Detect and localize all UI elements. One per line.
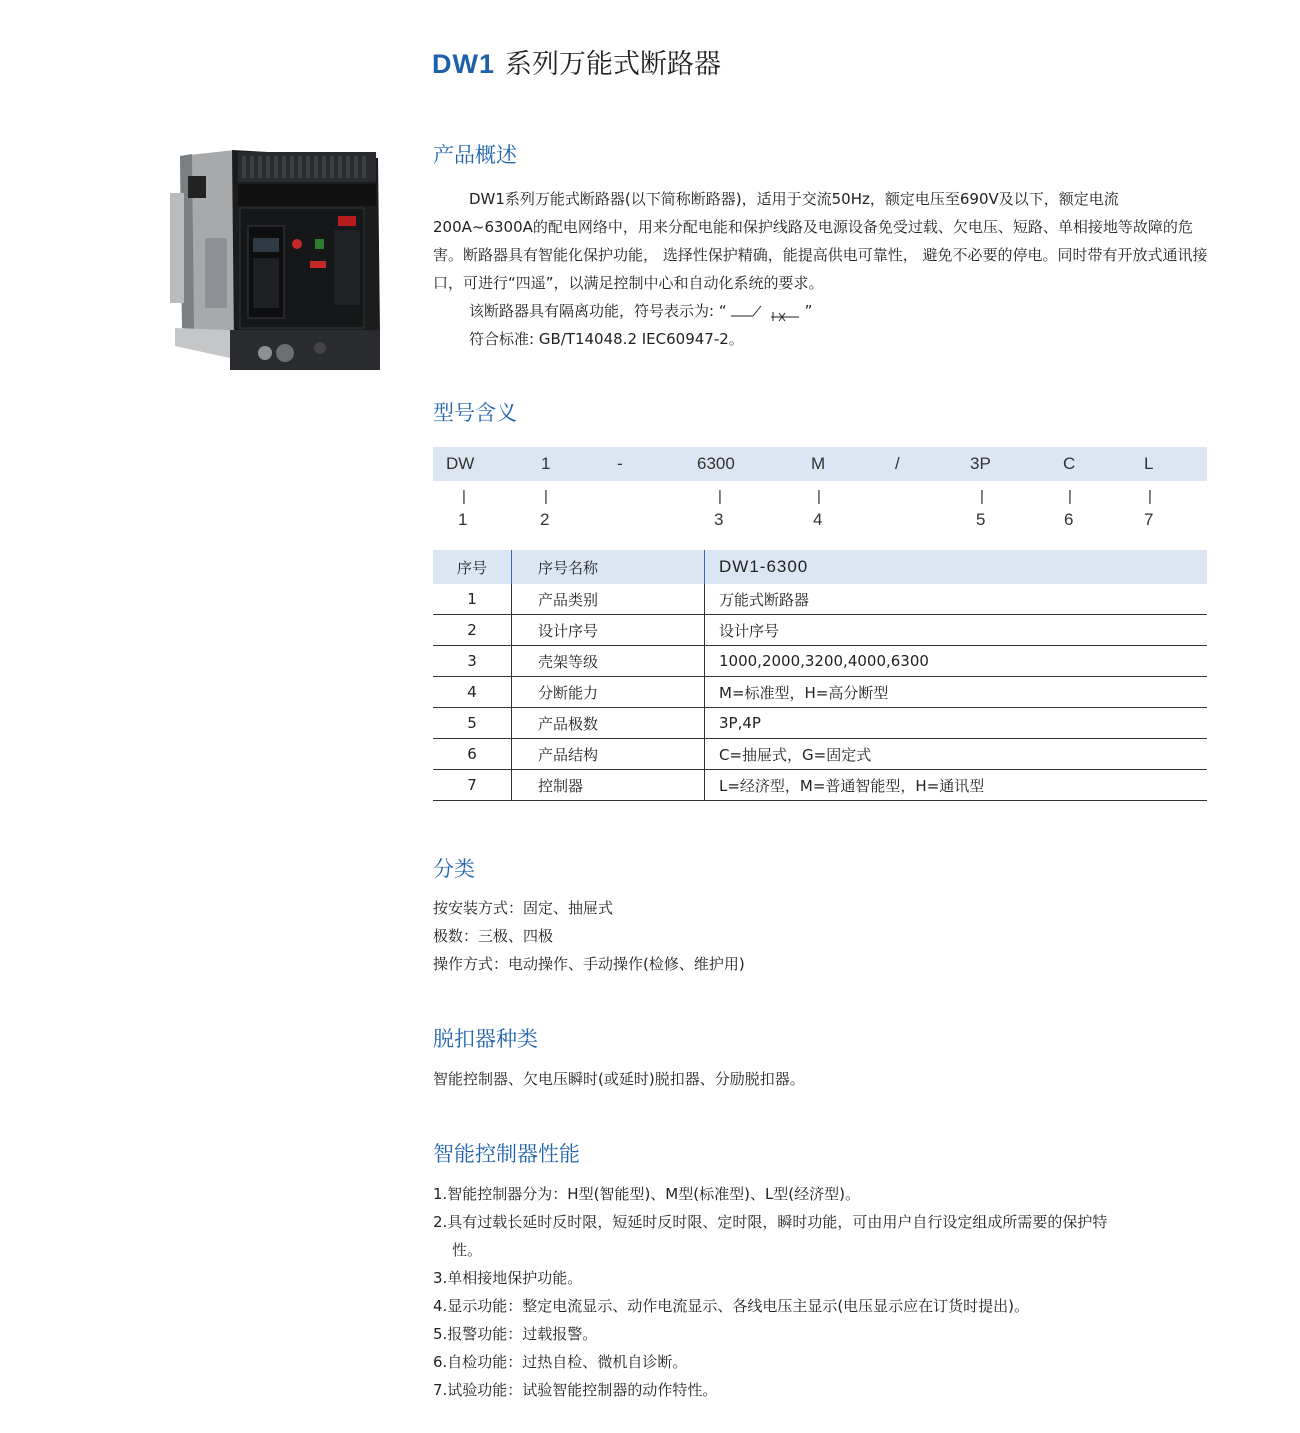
table-header: 序号 xyxy=(433,550,512,584)
index-number: 7 xyxy=(1144,510,1154,529)
spec-table xyxy=(433,550,1207,801)
performance-item: 5.报警功能：过载报警。 xyxy=(433,1325,598,1343)
overview-heading: 产品概述 xyxy=(433,143,517,167)
index-tick: | xyxy=(817,488,821,505)
performance-item: 3.单相接地保护功能。 xyxy=(433,1269,583,1287)
code-segment: L xyxy=(1144,454,1154,473)
performance-item-continuation: 性。 xyxy=(452,1241,483,1259)
title-model: DW1 xyxy=(432,49,495,79)
product-image xyxy=(160,148,390,376)
code-segment: / xyxy=(895,454,900,473)
classification-line: 操作方式：电动操作、手动操作(检修、维护用) xyxy=(433,955,745,973)
table-row xyxy=(433,646,1207,677)
table-cell: 4 xyxy=(433,677,512,708)
classification-heading: 分类 xyxy=(433,857,475,881)
model-meaning-heading: 型号含义 xyxy=(433,401,517,425)
classification-line: 极数：三极、四极 xyxy=(433,927,554,945)
index-tick: | xyxy=(1148,488,1152,505)
table-row xyxy=(433,708,1207,739)
performance-item: 2.具有过载长延时反时限，短延时反时限、定时限，瞬时功能，可由用户自行设定组成所需要的保护特 xyxy=(433,1213,1108,1231)
isolation-prefix: 该断路器具有隔离功能，符号表示为: “ xyxy=(469,302,727,320)
code-segment: 3P xyxy=(970,454,991,473)
performance-item: 7.试验功能：试验智能控制器的动作特性。 xyxy=(433,1381,718,1399)
table-cell: 1000,2000,3200,4000,6300 xyxy=(705,646,1208,677)
index-number: 6 xyxy=(1064,510,1074,529)
code-segment: DW xyxy=(446,454,475,473)
index-number: 3 xyxy=(714,510,724,529)
table-cell: 1 xyxy=(433,584,512,615)
code-segment: 6300 xyxy=(697,454,735,473)
code-segment: M xyxy=(811,454,826,473)
index-tick: | xyxy=(1068,488,1072,505)
title-name: 系列万能式断路器 xyxy=(505,49,721,80)
table-cell: 3P,4P xyxy=(705,708,1208,739)
table-cell: 2 xyxy=(433,615,512,646)
table-row xyxy=(433,677,1207,708)
table-cell: 设计序号 xyxy=(705,615,1208,646)
table-cell: 控制器 xyxy=(512,770,705,801)
index-tick: | xyxy=(718,488,722,505)
table-header-row xyxy=(433,550,1207,584)
table-cell: 产品类别 xyxy=(512,584,705,615)
performance-item: 1.智能控制器分为：H型(智能型)、M型(标准型)、L型(经济型)。 xyxy=(433,1185,861,1203)
page-title xyxy=(432,46,721,83)
code-segment: 1 xyxy=(541,454,551,473)
release-types-text: 智能控制器、欠电压瞬时(或延时)脱扣器、分励脱扣器。 xyxy=(433,1070,805,1088)
table-cell: 3 xyxy=(433,646,512,677)
table-cell: M=标准型，H=高分断型 xyxy=(705,677,1208,708)
table-row xyxy=(433,739,1207,770)
table-cell: L=经济型，M=普通智能型，H=通讯型 xyxy=(705,770,1208,801)
table-cell: 万能式断路器 xyxy=(705,584,1208,615)
isolation-suffix: ” xyxy=(804,302,813,320)
index-tick: | xyxy=(980,488,984,505)
table-header: DW1-6300 xyxy=(705,550,1208,584)
table-cell: 5 xyxy=(433,708,512,739)
table-row xyxy=(433,584,1207,615)
index-tick: | xyxy=(462,488,466,505)
overview-text: DW1系列万能式断路器(以下简称断路器)，适用于交流50Hz，额定电压至690V及以下，额定电流200A~6300A的配电网络中，用来分配电能和保护线路及电源设备免受过载、欠电压、短路、单相接地等故障的危害。断路器具有智能化保护功能， 选择性保护精确，能提高供电可靠性， 避免不必要的停电。同时带有开放式通讯接口，可进行“四遥”，以满足控制中心和自动化系统的要求。 xyxy=(433,190,1208,292)
index-number: 2 xyxy=(540,510,550,529)
code-segment: C xyxy=(1063,454,1076,473)
controller-performance-heading: 智能控制器性能 xyxy=(433,1142,580,1166)
table-cell: 分断能力 xyxy=(512,677,705,708)
performance-item: 6.自检功能：过热自检、微机自诊断。 xyxy=(433,1353,688,1371)
release-types-heading: 脱扣器种类 xyxy=(433,1027,538,1051)
index-number: 5 xyxy=(976,510,986,529)
table-header: 序号名称 xyxy=(512,550,705,584)
index-number: 1 xyxy=(458,510,468,529)
performance-item: 4.显示功能：整定电流显示、动作电流显示、各线电压主显示(电压显示应在订货时提出)。 xyxy=(433,1297,1030,1315)
table-cell: 壳架等级 xyxy=(512,646,705,677)
standards-line: 符合标准: GB/T14048.2 IEC60947-2。 xyxy=(469,330,744,348)
isolation-line xyxy=(469,297,812,325)
index-number: 4 xyxy=(813,510,823,529)
table-cell: C=抽屉式，G=固定式 xyxy=(705,739,1208,770)
table-cell: 设计序号 xyxy=(512,615,705,646)
table-row xyxy=(433,615,1207,646)
table-row xyxy=(433,770,1207,801)
table-cell: 产品结构 xyxy=(512,739,705,770)
classification-line: 按安装方式：固定、抽屉式 xyxy=(433,899,614,917)
table-cell: 产品极数 xyxy=(512,708,705,739)
table-cell: 6 xyxy=(433,739,512,770)
index-tick: | xyxy=(544,488,548,505)
isolation-symbol-icon xyxy=(727,302,805,322)
table-cell: 7 xyxy=(433,770,512,801)
overview-paragraph xyxy=(433,185,1218,297)
code-segment: - xyxy=(617,454,623,473)
